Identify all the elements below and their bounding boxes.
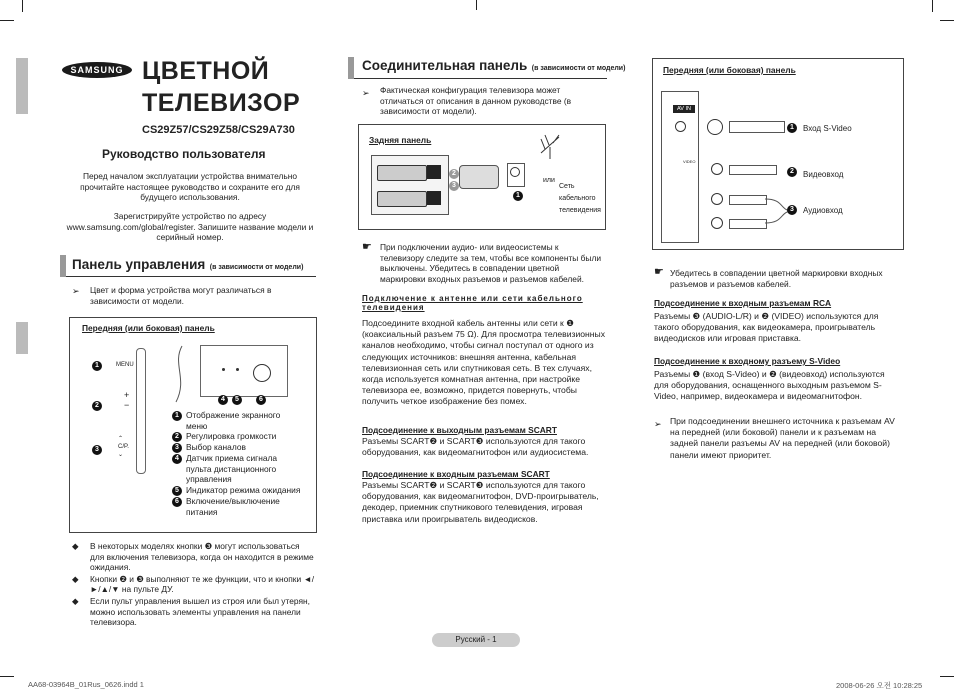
section-bar <box>60 255 66 277</box>
list-item: 1 Отображение экранного меню <box>172 410 302 431</box>
crop-mark <box>940 20 954 21</box>
av-panel <box>661 91 699 243</box>
sensor-dot <box>222 368 225 371</box>
callout-5: 5 <box>232 395 242 405</box>
bullet-item: ◆ Кнопки ❷ и ❸ выполняют те же функции, что и кнопки ◄/►/▲/▼ на пульте ДУ. <box>72 573 315 595</box>
scart-in-text: Разъемы SCART❷ и SCART❸ используются для такого оборудования, как видеомагнитофон, DVD-проигрыватель, декодер, приемник спутникового телевидения, игровая приставка или проигрыватель видеодисков. <box>362 480 599 524</box>
scart-label <box>427 165 441 179</box>
front-hand-note: Убедитесь в совпадении цветной маркировки входных разъемов и разъемов кабелей. <box>670 268 883 289</box>
file-info: AA68-03964B_01Rus_0626.indd 1 <box>28 680 144 689</box>
cable-label: Сеть кабельного телевидения <box>559 183 601 214</box>
svideo-label: Вход S-Video <box>803 124 852 133</box>
audio-cable <box>729 219 767 229</box>
callout-2: 2 <box>92 401 102 411</box>
scart-cable <box>459 165 499 189</box>
svideo-text: Разъемы ❶ (вход S-Video) и ❷ (видеовход) используются для оборудования, оснащенного выходным разъемом S-Video, например, видеокамера и видеомагнитофон. <box>654 369 885 402</box>
model-numbers: CS29Z57/CS29Z58/CS29A730 <box>142 124 295 136</box>
antenna-heading: Подключение к антенне или сети кабельного телевидения <box>362 294 583 312</box>
antenna-text: Подсоедините входной кабель антенны или сети к ❶ (коаксиальный разъем 75 Ω). Для просмотра телевизионных каналов необходимо, чтобы сигнал поступал от одного из следующих источников: внешняя антенна, кабельная телевизионная сеть или спутниковая сеть. В тех случаях, когда используется комнатная антенна, при настройке телевизора ее, возможно, придется повернуть, чтобы получить четкое изображение без помех. <box>362 318 606 407</box>
video-label: Видеовход <box>803 170 844 179</box>
power-button <box>253 364 271 382</box>
scart-label <box>427 191 441 205</box>
audio-r-jack <box>711 217 723 229</box>
av-sublabel: VIDEO <box>683 159 696 164</box>
crop-mark <box>476 0 477 10</box>
page-number: Русский - 1 <box>432 633 520 647</box>
video-cable <box>729 165 777 175</box>
section-underline <box>354 78 607 79</box>
intro-text: Перед началом эксплуатации устройства внимательно прочитайте настоящее руководство и сохраните его для будущего использования. <box>80 171 300 203</box>
panel-side-illustration <box>136 348 146 474</box>
control-panel-title: Панель управления (в зависимости от модели) <box>72 257 304 272</box>
callout-2: 2 <box>787 167 797 177</box>
list-item: 3 Выбор каналов <box>172 442 302 453</box>
box-title: Задняя панель <box>369 135 432 145</box>
front-panel-box <box>652 58 904 250</box>
scart-in-heading: Подсоединение к входным разъемам SCART <box>362 469 550 479</box>
scart-out-text: Разъемы SCART❷ и SCART❸ используются для такого оборудования, как видеомагнитофон или аудиосистема. <box>362 436 589 458</box>
note-arrow-icon: ➢ <box>654 419 662 429</box>
box-title: Передняя (или боковая) панель <box>663 65 796 75</box>
audio-l-jack <box>711 193 723 205</box>
callout-3: 3 <box>787 205 797 215</box>
callout-1: 1 <box>513 191 523 201</box>
av-in-label: AV IN <box>673 105 695 113</box>
svideo-small-jack <box>675 121 686 132</box>
svideo-heading: Подсоединение к входному разъему S-Video <box>654 356 841 366</box>
callout-1: 1 <box>92 361 102 371</box>
print-date: 2008-06-26 오전 10:28:25 <box>836 681 923 690</box>
scart-connector-2 <box>377 191 427 207</box>
title-line2: ТЕЛЕВИЗОР <box>142 89 301 117</box>
front-tip: При подсоединении внешнего источника к разъемам AV на передней (или боковой) панели и к разъемам на задней панели разъемы AV на передней (или боковой) панели имеют приоритет. <box>670 416 895 460</box>
crop-mark <box>932 0 933 12</box>
section-bar <box>348 57 354 79</box>
note-arrow-icon: ➢ <box>72 286 80 296</box>
crop-mark <box>0 676 14 677</box>
box-title: Передняя (или боковая) панель <box>82 323 215 333</box>
connection-title: Соединительная панель (в зависимости от модели) <box>362 58 626 73</box>
video-jack <box>711 163 723 175</box>
register-text: Зарегистрируйте устройство по адресу www.samsung.com/global/register. Запишите название модели и серийный номер. <box>66 211 314 243</box>
connection-hand-note: При подключении аудио- или видеосистемы к телевизору следите за тем, чтобы все компоненты были выключены. Убедитесь в совпадении цветной маркировки входных разъемов и разъемов кабелей. <box>380 242 602 284</box>
list-item: 5 Индикатор режима ожидания <box>172 485 302 496</box>
or-label: или <box>543 177 555 184</box>
svideo-jack <box>707 119 723 135</box>
manual-title: Руководство пользователя <box>102 147 266 161</box>
menu-button: MENU <box>116 362 134 368</box>
volume-buttons: + − <box>124 390 130 410</box>
connection-tip: Фактическая конфигурация телевизора может отличаться от описания в данном руководстве (в зависимости от модели). <box>380 85 572 117</box>
control-panel-box <box>69 317 317 533</box>
scart-connector-1 <box>377 165 427 181</box>
bullet-item: ◆ В некоторых моделях кнопки ❸ могут использоваться для включения телевизора, когда он находится в режиме ожидания. <box>72 541 314 573</box>
panel-curve <box>170 344 190 404</box>
bullet-item: ◆ Если пульт управления вышел из строя или был утерян, можно использовать элементы управления на панели телевизора. <box>72 595 310 628</box>
rca-heading: Подсоединение к входным разъемам RCA <box>654 298 832 308</box>
list-item: 6 Включение/выключение питания <box>172 496 302 517</box>
led-dot <box>236 368 239 371</box>
note-arrow-icon: ➢ <box>362 88 370 98</box>
callout-6: 6 <box>256 395 266 405</box>
section-underline <box>66 276 316 277</box>
list-item: 2 Регулировка громкости <box>172 431 302 442</box>
side-bar <box>16 322 28 354</box>
callout-3: 3 <box>92 445 102 455</box>
control-tip: Цвет и форма устройства могут различаться в зависимости от модели. <box>90 285 272 306</box>
channel-buttons: ⌃ C/P. ⌄ <box>118 436 129 458</box>
audio-label: Аудиовход <box>803 206 843 215</box>
antenna-icon <box>537 131 563 161</box>
antenna-jack <box>510 167 520 177</box>
callout-2: 2 <box>449 169 459 179</box>
svideo-cable <box>729 121 785 133</box>
crop-mark <box>940 676 954 677</box>
crop-mark <box>0 20 14 21</box>
crop-mark <box>22 0 23 12</box>
samsung-logo: SAMSUNG <box>62 62 132 78</box>
callout-4: 4 <box>218 395 228 405</box>
callout-3: 3 <box>449 181 459 191</box>
title-line1: ЦВЕТНОЙ <box>142 57 270 85</box>
control-bullets <box>72 541 316 628</box>
front-panel-illustration <box>200 345 288 397</box>
hand-icon: ☛ <box>654 266 664 278</box>
rca-text: Разъемы ❸ (AUDIO-L/R) и ❷ (VIDEO) используются для такого оборудования, как видеокамера, проигрыватель видеодисков или игровая приставка. <box>654 311 879 344</box>
rear-panel-box <box>358 124 606 230</box>
side-bar <box>16 58 28 114</box>
hand-icon: ☛ <box>362 241 372 253</box>
scart-out-heading: Подсоединение к выходным разъемам SCART <box>362 425 557 435</box>
callout-1: 1 <box>787 123 797 133</box>
list-item: 4 Датчик приема сигнала пульта дистанционного управления <box>172 453 302 485</box>
control-list <box>172 410 302 517</box>
audio-cable <box>729 195 767 205</box>
